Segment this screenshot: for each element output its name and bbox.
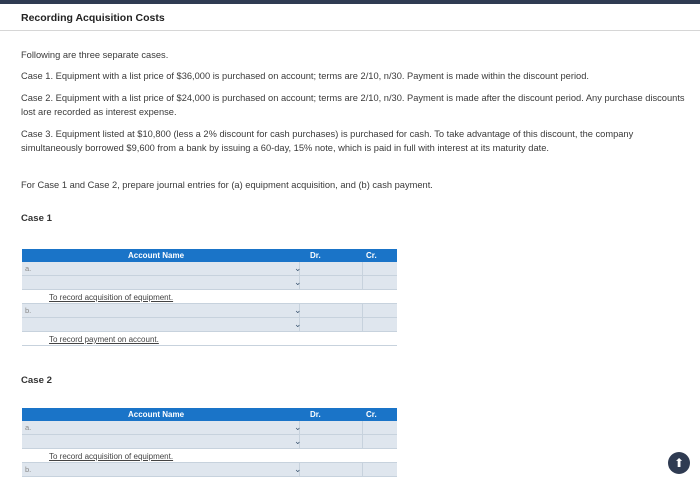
journal-row [22,262,397,276]
cr-input[interactable] [363,304,397,318]
journal-row [22,463,397,477]
cr-input[interactable] [363,262,397,276]
table-header [22,408,397,421]
table-header [22,249,397,262]
header-cr: Cr. [366,251,377,260]
cr-input[interactable] [363,421,397,435]
dr-input[interactable] [300,435,363,449]
entry-note-row [22,449,397,463]
account-select[interactable] [40,318,300,332]
entry-label: a. [25,423,32,432]
scroll-to-top-button[interactable] [668,452,690,474]
page-title: Recording Acquisition Costs [21,12,165,24]
entry-note-row [22,290,397,304]
case3-text: Case 3. Equipment listed at $10,800 (less a 2% discount for cash purchases) is purchased for cash. To take advantage of this discount, the company simultaneously borrowed $9,600 from a bank by issuing a 60-day, 15% note, which is paid in full with interest at its maturity date. [21,129,634,153]
account-select[interactable] [40,435,300,449]
journal-row [22,318,397,332]
dr-input[interactable] [300,262,363,276]
instruction-text: For Case 1 and Case 2, prepare journal entries for (a) equipment acquisition, and (b) cash payment. [21,180,433,190]
chevron-down-icon[interactable]: ⌄ [294,305,302,315]
dr-input[interactable] [300,421,363,435]
case2-label: Case 2 [21,375,52,386]
entry-note: To record payment on account. [49,335,159,344]
cr-input[interactable] [363,435,397,449]
chevron-down-icon[interactable]: ⌄ [294,263,302,273]
dr-input[interactable] [300,304,363,318]
journal-row [22,435,397,449]
arrow-up-icon[interactable]: ⬆ [673,456,685,470]
header-account-name: Account Name [128,251,185,260]
account-select[interactable] [40,304,300,318]
header-account-name: Account Name [128,410,185,419]
header-dr: Dr. [310,410,321,419]
header-dr: Dr. [310,251,321,260]
title-divider [0,30,700,31]
chevron-down-icon[interactable]: ⌄ [294,436,302,446]
dr-input[interactable] [300,276,363,290]
cr-input[interactable] [363,463,397,477]
chevron-down-icon[interactable]: ⌄ [294,422,302,432]
chevron-down-icon[interactable]: ⌄ [294,277,302,287]
top-bar [0,0,700,4]
entry-note: To record acquisition of equipment. [49,452,174,461]
dr-input[interactable] [300,318,363,332]
journal-row [22,276,397,290]
account-select[interactable] [40,276,300,290]
header-cr: Cr. [366,410,377,419]
account-select[interactable] [40,463,300,477]
case1-journal-table [22,249,397,346]
chevron-down-icon[interactable]: ⌄ [294,319,302,329]
cr-input[interactable] [363,276,397,290]
entry-label: b. [25,306,32,315]
journal-row [22,304,397,318]
journal-row [22,421,397,435]
case2-text: Case 2. Equipment with a list price of $24,000 is purchased on account; terms are 2/10, n/30. Payment is made after the discount period. Any purchase discounts lost are recorded as interest expense. [21,93,685,117]
case1-label: Case 1 [21,213,52,224]
account-select[interactable] [40,262,300,276]
intro-text: Following are three separate cases. [21,50,169,60]
entry-note-row [22,332,397,346]
case2-journal-table [22,408,397,477]
entry-note: To record acquisition of equipment. [49,293,174,302]
account-select[interactable] [40,421,300,435]
dr-input[interactable] [300,463,363,477]
entry-label: b. [25,465,32,474]
case1-text: Case 1. Equipment with a list price of $36,000 is purchased on account; terms are 2/10, n/30. Payment is made within the discount period. [21,71,589,81]
chevron-down-icon[interactable]: ⌄ [294,464,302,474]
entry-label: a. [25,264,32,273]
cr-input[interactable] [363,318,397,332]
